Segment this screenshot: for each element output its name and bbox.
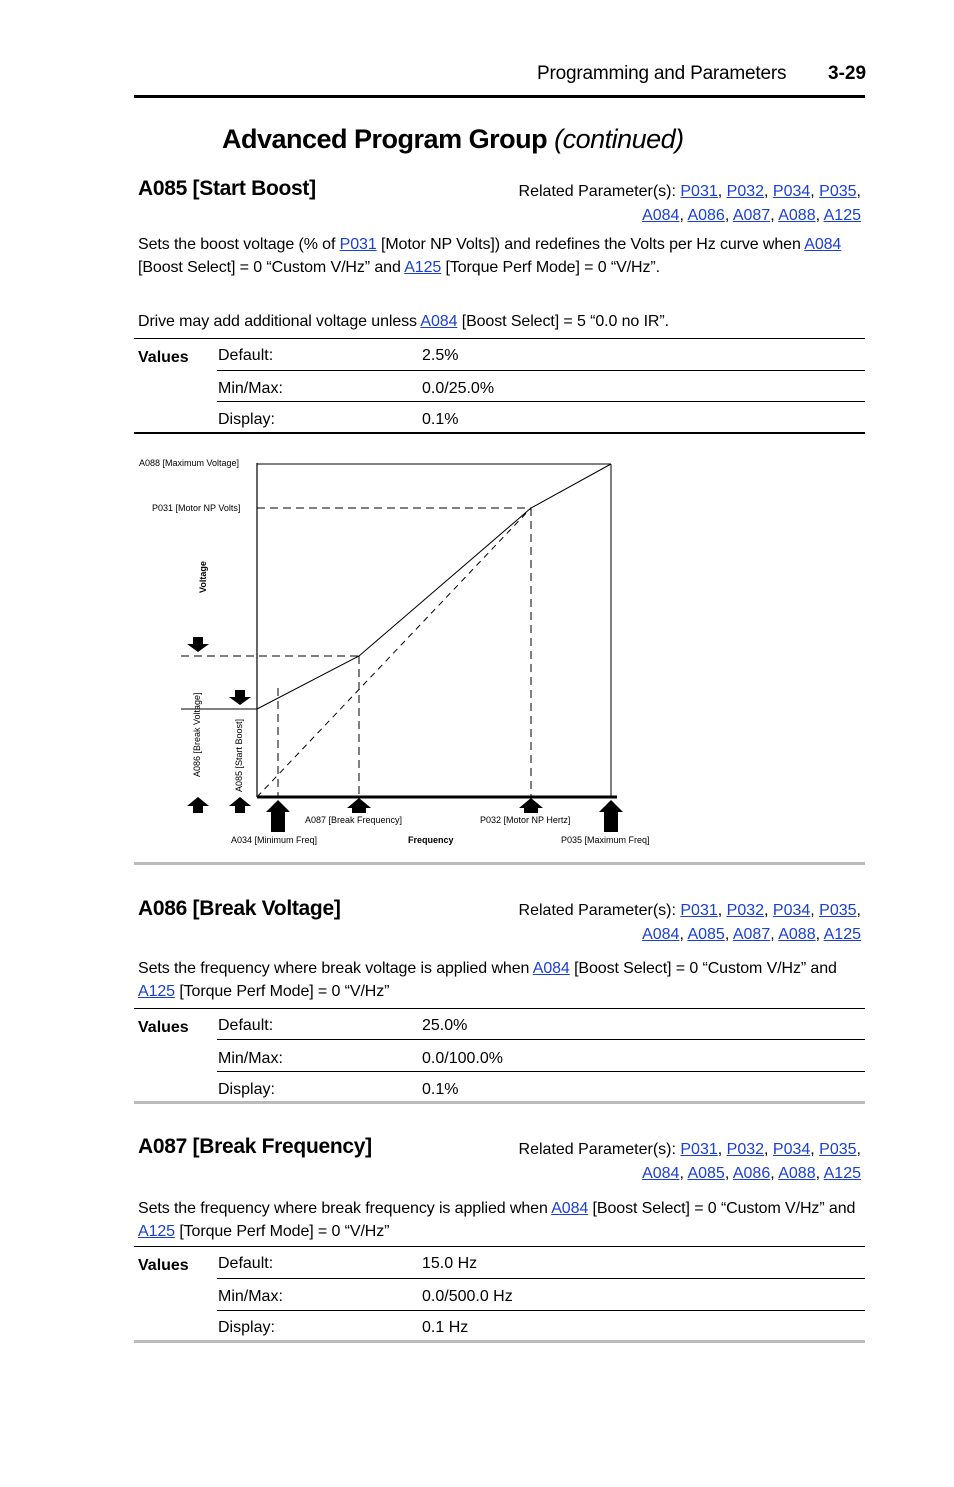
desc-text: Sets the frequency where break voltage is applied when [138, 960, 533, 977]
desc-link[interactable]: A125 [404, 259, 442, 276]
row-key: Default: [218, 1254, 274, 1272]
label-a034: A034 [Minimum Freq] [231, 835, 318, 845]
label-a085: A085 [Start Boost] [234, 718, 244, 792]
desc-text: [Torque Perf Mode] = 0 “V/Hz”. [441, 259, 660, 276]
related-link[interactable]: P034 [772, 183, 811, 200]
related-link[interactable]: P034 [772, 902, 811, 919]
section-separator [134, 1101, 865, 1104]
row-key: Min/Max: [218, 1049, 283, 1067]
row-key: Default: [218, 346, 274, 364]
break-voltage-arrow-down [187, 637, 209, 652]
desc-a086 [138, 957, 868, 1003]
param-title-a087: A087 [Break Frequency] [138, 1135, 372, 1158]
desc-link[interactable]: A084 [804, 236, 842, 253]
values-table-a087 [138, 1246, 865, 1343]
row-value: 0.1% [422, 1080, 459, 1098]
row-value: 2.5% [422, 346, 459, 364]
label-p031: P031 [Motor NP Volts] [152, 503, 241, 513]
section-separator [134, 1340, 865, 1343]
related-link[interactable]: P031 [680, 1141, 718, 1158]
desc-a085 [138, 233, 868, 279]
param-title-a085: A085 [Start Boost] [138, 177, 316, 200]
related-link[interactable]: A084 [642, 926, 680, 943]
start-boost-arrow-up [229, 797, 251, 813]
related-link[interactable]: A086 [732, 1165, 771, 1182]
desc-text: [Boost Select] = 0 “Custom V/Hz” and [138, 259, 405, 276]
break-voltage-arrow-up [187, 797, 209, 813]
related-link[interactable]: P032 [726, 1141, 765, 1158]
desc-text: [Torque Perf Mode] = 0 “V/Hz” [174, 983, 390, 1000]
table-rule [217, 1071, 865, 1072]
related-link[interactable]: A088 [778, 1165, 816, 1182]
desc-text: [Boost Select] = 5 “0.0 no IR”. [457, 313, 669, 330]
page-number: 3-29 [828, 63, 867, 84]
related-link[interactable]: A087 [732, 926, 771, 943]
desc-text: Sets the frequency where break frequency is applied when [138, 1200, 552, 1217]
values-label: Values [138, 1018, 189, 1036]
desc-text: [Boost Select] = 0 “Custom V/Hz” and [588, 1200, 856, 1217]
table-rule [217, 1310, 865, 1311]
values-table-a085 [138, 338, 865, 435]
related-link[interactable]: A084 [642, 207, 680, 224]
break-freq-arrow-up [347, 798, 371, 813]
related-link[interactable]: P035 [819, 902, 857, 919]
desc-text: Sets the boost voltage (% of [138, 236, 340, 253]
row-key: Display: [218, 1080, 275, 1098]
row-value: 15.0 Hz [422, 1254, 478, 1272]
table-rule [217, 370, 865, 371]
row-value: 0.0/100.0% [422, 1049, 503, 1067]
custom-vhz-curve [257, 464, 611, 709]
label-p032: P032 [Motor NP Hertz] [480, 815, 571, 825]
row-key: Display: [218, 410, 275, 428]
label-frequency: Frequency [408, 835, 454, 845]
related-label: Related Parameter(s): [518, 1141, 676, 1158]
values-label: Values [138, 1256, 189, 1274]
desc-link[interactable]: A084 [551, 1200, 589, 1217]
related-link[interactable]: A088 [778, 207, 816, 224]
related-link[interactable]: P031 [680, 902, 718, 919]
desc-link[interactable]: A125 [138, 983, 175, 1000]
row-value: 0.0/500.0 Hz [422, 1287, 513, 1305]
values-label: Values [138, 348, 189, 366]
table-rule [217, 1278, 865, 1279]
related-link[interactable]: P032 [726, 902, 765, 919]
table-rule [217, 401, 865, 402]
vhz-diagram-svg [134, 445, 865, 865]
row-value: 0.1% [422, 410, 459, 428]
related-link[interactable]: A125 [823, 926, 861, 943]
desc-link[interactable]: P031 [339, 236, 377, 253]
related-params-a086: Related Parameter(s): P031, P032, P034, P035, A084, A085, A087, A088, A125 [518, 902, 861, 943]
row-value: 0.0/25.0% [422, 379, 495, 397]
desc-text: Drive may add additional voltage unless [138, 313, 421, 330]
max-freq-arrow-up [599, 800, 623, 832]
desc2-a085 [138, 310, 868, 333]
title-suffix: (continued) [554, 124, 684, 154]
desc-a087 [138, 1197, 868, 1243]
row-value: 0.1 Hz [422, 1318, 469, 1336]
label-p035: P035 [Maximum Freq] [561, 835, 650, 845]
related-link[interactable]: P035 [819, 183, 857, 200]
row-key: Min/Max: [218, 1287, 283, 1305]
related-link[interactable]: A084 [642, 1165, 680, 1182]
vhz-diagram [134, 445, 865, 865]
related-link[interactable]: P031 [680, 183, 718, 200]
related-link[interactable]: A125 [823, 1165, 861, 1182]
desc-link[interactable]: A084 [420, 313, 458, 330]
related-params-a087: Related Parameter(s): P031, P032, P034, P035, A084, A085, A086, A088, A125 [518, 1141, 861, 1182]
min-freq-arrow-up [266, 800, 290, 832]
label-a086: A086 [Break Voltage] [192, 692, 202, 777]
param-title-a086: A086 [Break Voltage] [138, 897, 341, 920]
related-link[interactable]: A086 [687, 207, 725, 224]
desc-link[interactable]: A125 [138, 1223, 175, 1240]
label-voltage: Voltage [198, 561, 208, 593]
row-key: Min/Max: [218, 379, 283, 397]
desc-link[interactable]: A084 [532, 960, 570, 977]
row-value: 25.0% [422, 1016, 468, 1034]
header-rule [134, 95, 865, 98]
label-a087: A087 [Break Frequency] [305, 815, 403, 825]
start-boost-arrow-down [229, 690, 251, 705]
row-key: Default: [218, 1016, 274, 1034]
desc-text: [Boost Select] = 0 “Custom V/Hz” and [569, 960, 837, 977]
linear-vhz-curve [257, 508, 531, 797]
related-link[interactable]: A088 [778, 926, 816, 943]
related-link[interactable]: P032 [726, 183, 765, 200]
desc-text: [Motor NP Volts]) and redefines the Volts per Hz curve when [376, 236, 805, 253]
related-label: Related Parameter(s): [518, 902, 676, 919]
related-link[interactable]: P035 [819, 1141, 857, 1158]
np-hertz-arrow-up [519, 798, 543, 813]
page-title [222, 124, 684, 155]
row-key: Display: [218, 1318, 275, 1336]
values-table-a086 [138, 1008, 865, 1105]
desc-text: [Torque Perf Mode] = 0 “V/Hz” [174, 1223, 390, 1240]
related-params-a085: Related Parameter(s): P031, P032, P034, P035, A084, A086, A087, A088, A125 [518, 183, 861, 224]
section-separator [134, 862, 865, 865]
related-link[interactable]: P034 [772, 1141, 811, 1158]
table-rule [217, 1039, 865, 1040]
table-bottom-rule [134, 432, 865, 434]
header-section: Programming and Parameters [537, 63, 787, 84]
label-a088: A088 [Maximum Voltage] [139, 458, 240, 468]
related-label: Related Parameter(s): [518, 183, 676, 200]
related-link[interactable]: A125 [823, 207, 861, 224]
related-link[interactable]: A085 [687, 1165, 725, 1182]
related-link[interactable]: A087 [732, 207, 771, 224]
title-main: Advanced Program Group [222, 124, 548, 154]
related-link[interactable]: A085 [687, 926, 725, 943]
